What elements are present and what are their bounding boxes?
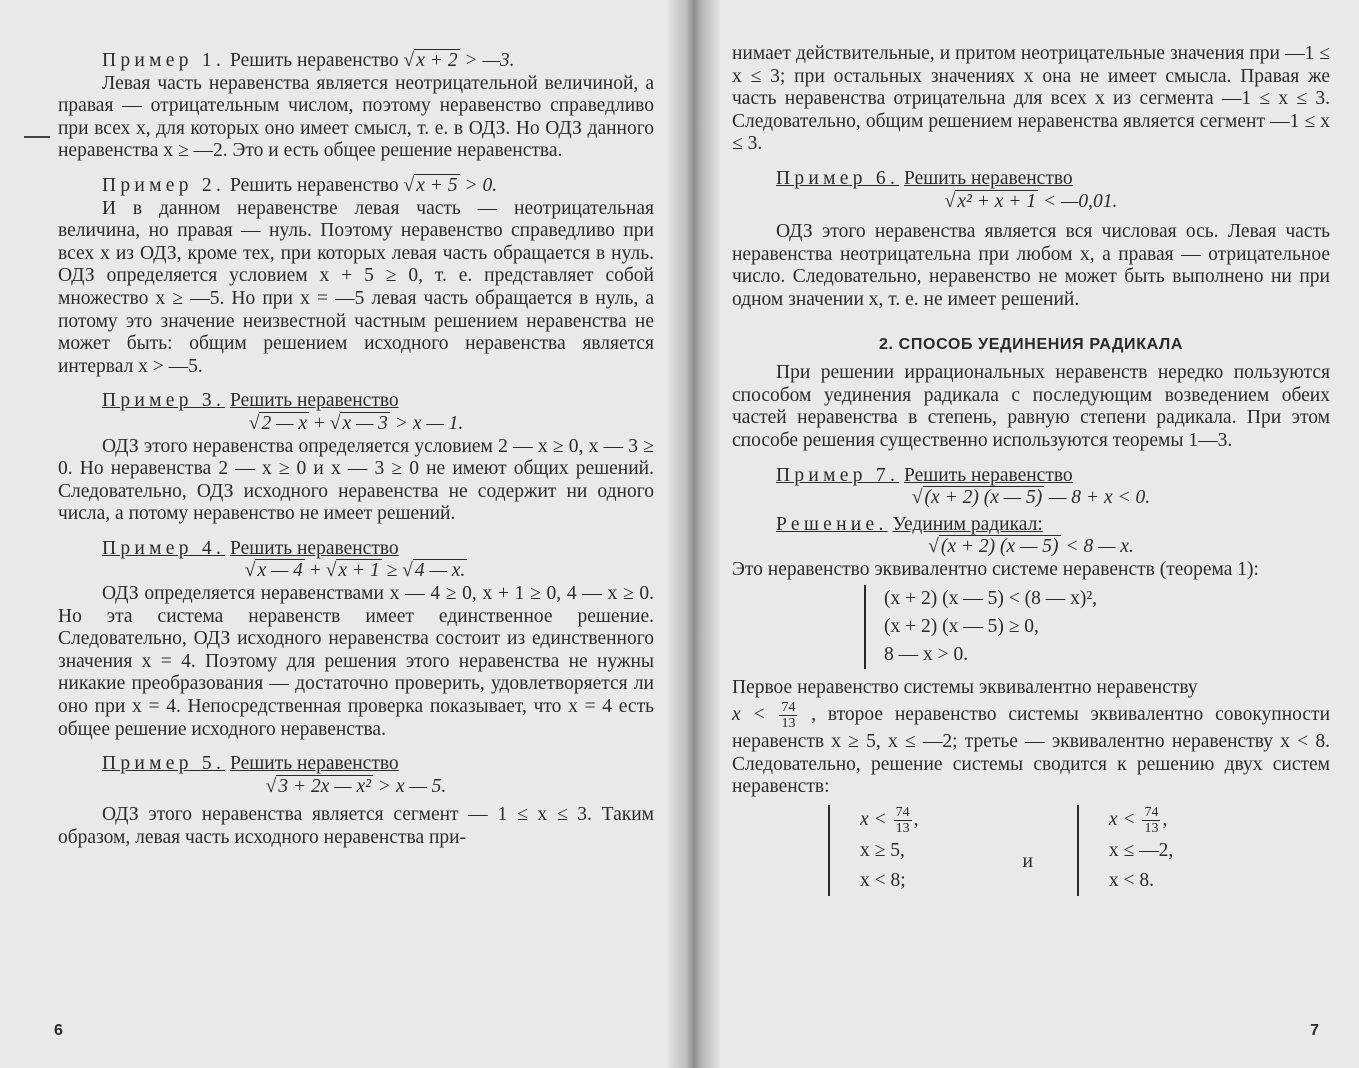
example-label: Пример 4. — [102, 537, 226, 559]
example-task: Решить неравенство — [904, 464, 1073, 486]
radicand: 4 — x. — [414, 560, 466, 582]
formula-rest: < 8 — x. — [1065, 536, 1134, 558]
plus-sign: + — [309, 560, 321, 582]
formula-rest: > x — 1. — [394, 412, 464, 434]
equivalence-text: Это неравенство эквивалентно системе неравенств (теорема 1): — [732, 558, 1259, 580]
sqrt-icon: √ — [248, 412, 260, 434]
right-text-column — [732, 43, 1330, 896]
sqrt-icon: √ — [928, 536, 939, 558]
radicand: 3 + 2x — x² — [278, 775, 372, 797]
example-4-formula — [58, 560, 654, 583]
formula-rest: < —0,01. — [1042, 190, 1118, 212]
solution-formula — [732, 536, 1330, 559]
radicand: x + 1 — [338, 560, 380, 582]
sqrt-icon: √ — [329, 412, 341, 434]
system-line: (x + 2) (x — 5) ≥ 0, — [884, 616, 1039, 638]
page-number: 6 — [54, 1022, 63, 1039]
book-gutter — [668, 0, 720, 1068]
system-line: x < 8. — [1108, 869, 1155, 891]
and-word: и — [1022, 850, 1033, 872]
example-label: Пример 2. — [102, 174, 226, 196]
sqrt-icon: √ — [265, 775, 277, 797]
solution-heading — [732, 514, 1330, 537]
system-line: x ≥ 5, — [860, 839, 905, 861]
example-7-heading — [732, 465, 1330, 488]
example-4-heading — [58, 538, 654, 561]
example-task: Решить неравенство — [230, 537, 399, 559]
system-a — [828, 805, 918, 896]
example-5-formula — [58, 776, 654, 799]
after-fraction-text: , второе неравенство системы эквивалентно совокупности неравенств x ≥ 5, x ≤ —2; третье — эквивалентно неравенству x < 8. Следовательно, решение системы сводится к решению двух систем неравенств: — [732, 704, 1330, 798]
radicand: 2 — x — [261, 412, 307, 434]
example-label: Пример 7. — [776, 464, 900, 486]
example-task: Решить неравенство — [230, 390, 399, 412]
fraction-lhs: x < — [732, 704, 766, 726]
example-label: Пример 1. — [102, 50, 226, 71]
system-line: x < $\frac{74}{13}$ , — [1108, 804, 1168, 836]
system-b — [1077, 805, 1173, 896]
continuation-text: нимает действительные, и притом неотрицательные значения при —1 ≤ x ≤ 3; при остальных значениях x она не имеет смысла. Правая же часть неравенства отрицательна для всех x из сегмента —1 ≤ x ≤ 3. Следовательно, общим решением неравенства является сегмент —1 ≤ x ≤ 3. — [732, 43, 1330, 155]
system-line: x < $\frac{74}{13}$ , — [860, 804, 919, 836]
left-text-column — [58, 50, 654, 850]
margin-dash — [24, 136, 50, 138]
section-title: 2. СПОСОБ УЕДИНЕНИЯ РАДИКАЛА — [878, 335, 1184, 353]
example-5-body: ОДЗ этого неравенства является сегмент — 1 ≤ x ≤ 3. Таким образом, левая часть исходного неравенства при- — [58, 804, 654, 848]
example-task: Решить неравенство — [230, 174, 399, 196]
example-3-body: ОДЗ этого неравенства определяется условием 2 — x ≥ 0, x — 3 ≥ 0. Но неравенства 2 — x ≥ 0 и x — 3 ≥ 0 не имеют общих решений. Следовательно, ОДЗ исходного неравенства не содержит ни одного числа, а потому неравенство не имеет решений. — [58, 435, 654, 525]
example-label: Пример 6. — [776, 167, 900, 189]
example-6-formula — [732, 191, 1330, 214]
sqrt-icon: √ — [403, 174, 415, 196]
left-page — [0, 0, 668, 1068]
sqrt-icon: √ — [244, 560, 256, 582]
section-body: При решении иррациональных неравенств нередко пользуются способом уединения радикала с последующим возведением обеих частей неравенства в степень, равную степени радикала. При этом способе решения существенно используются теоремы 1—3. — [732, 362, 1330, 451]
fraction-74-13: $\frac{74}{13}$ — [781, 700, 796, 732]
page-number: 7 — [1310, 1022, 1319, 1039]
formula-rest: > x — 5. — [377, 775, 447, 797]
system-of-inequalities — [864, 585, 1097, 669]
example-label: Пример 5. — [102, 753, 226, 775]
radicand: x + 2 — [416, 50, 458, 71]
example-3-heading — [58, 390, 654, 413]
after-system-text-1: Первое неравенство системы эквивалентно неравенству — [732, 677, 1198, 699]
example-1-body: Левая часть неравенства является неотрицательной величиной, а правая — отрицательным числом, поэтому неравенство справедливо при всех x, для которых оно имеет смысл, т. е. в ОДЗ. Но ОДЗ данного неравенства x ≥ —2. Это и есть общее решение неравенства. — [58, 72, 654, 162]
sqrt-icon: √ — [911, 487, 923, 509]
sqrt-icon: √ — [402, 560, 413, 582]
sqrt-icon: √ — [944, 190, 956, 212]
example-task: Решить неравенство — [230, 753, 399, 775]
system-line: 8 — x > 0. — [884, 644, 969, 666]
formula-rest: — 8 + x < 0. — [1049, 487, 1151, 509]
example-5-heading — [58, 753, 654, 776]
formula-rest: > —3. — [464, 50, 515, 71]
example-2-heading — [58, 175, 654, 198]
example-task: Решить неравенство — [904, 167, 1073, 189]
example-7-formula — [732, 487, 1330, 510]
radicand: x — 3 — [342, 412, 388, 434]
example-task: Решить неравенство — [230, 50, 399, 71]
example-2-body: И в данном неравенстве левая часть — неотрицательная величина, но правая — нуль. Поэтому неравенство справедливо при всех x из ОДЗ, кроме тех, при которых левая часть обращается в нуль. ОДЗ определяется условием x + 5 ≥ 0, т. е. представляет собой множество x ≥ —5. Но при x = —5 левая часть обращается в нуль, а потому это значение неизвестной частным решением неравенства не может быть: общим решением исходного неравенства является интервал x > —5. — [58, 197, 654, 377]
formula-rest: > 0. — [464, 174, 498, 196]
radicand: (x + 2) (x — 5) — [924, 487, 1043, 509]
right-page — [720, 0, 1359, 1068]
radicand: (x + 2) (x — 5) — [940, 536, 1059, 558]
example-3-formula — [58, 413, 654, 436]
sqrt-icon: √ — [325, 560, 337, 582]
after-system-text-2 — [732, 700, 1330, 799]
plus-sign: + — [313, 412, 325, 434]
example-label: Пример 3. — [102, 390, 226, 412]
radicand: x + 5 — [416, 174, 458, 196]
example-6-body: ОДЗ этого неравенства является вся числовая ось. Левая часть неравенства неотрицательна при любом x, а правая — отрицательное число. Следовательно, неравенство не может быть выполнено ни при одном значении x, т. е. не имеет решений. — [732, 221, 1330, 310]
radicand: x² + x + 1 — [957, 190, 1037, 212]
example-1-heading — [58, 50, 654, 73]
example-6-heading — [732, 168, 1330, 191]
example-4-body: ОДЗ определяется неравенствами x — 4 ≥ 0, x + 1 ≥ 0, 4 — x ≥ 0. Но эта система неравенств имеет единственное решение. Следовательно, ОДЗ исходного неравенства состоит из единственного значения x = 4. Поэтому для решения этого неравенства не нужны никакие преобразования — достаточно проверить, удовлетворяется ли оно при x = 4. Непосредственная проверка показывает, что x = 4 есть общее решение исходного неравенства. — [58, 583, 654, 740]
system-line: x < 8; — [860, 869, 906, 891]
ge-sign: ≥ — [386, 560, 398, 582]
radicand: x — 4 — [257, 560, 303, 582]
solution-label: Решение. — [776, 513, 888, 535]
system-line: (x + 2) (x — 5) < (8 — x)², — [884, 588, 1098, 610]
solution-task: Уединим радикал: — [892, 513, 1043, 535]
sqrt-icon: √ — [403, 50, 415, 71]
two-systems — [732, 805, 1330, 896]
system-line: x ≤ —2, — [1108, 839, 1174, 861]
